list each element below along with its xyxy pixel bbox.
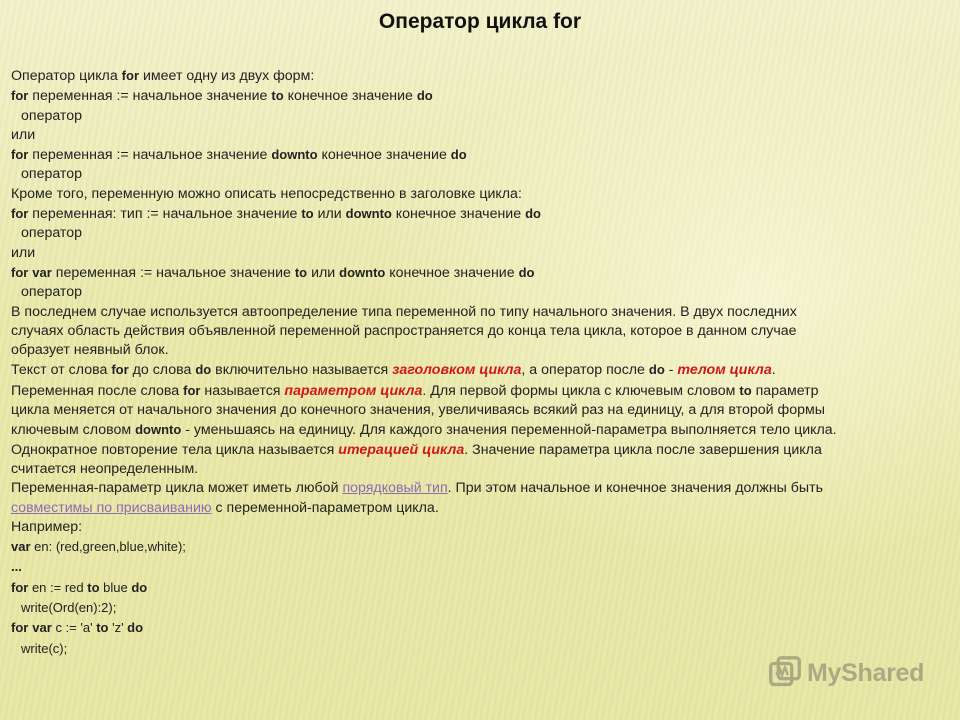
text-segment: или (11, 244, 36, 261)
text-segment: . (771, 362, 776, 379)
text-segment: образует неявный блок. (11, 342, 169, 359)
keyword: to (294, 264, 308, 280)
text-segment: en: (red,green,blue,white); (30, 539, 186, 555)
text-segment: оператор (21, 284, 83, 301)
keyword: for (11, 147, 29, 163)
keyword: for (11, 579, 29, 595)
text-segment: Текст от слова (11, 362, 112, 379)
keyword: for (11, 206, 29, 222)
link[interactable]: совместимы по присваиванию (11, 499, 212, 516)
keyword: do (450, 147, 467, 163)
text-segment: c := 'a' (51, 620, 97, 636)
text-line (11, 107, 946, 126)
slide-title: Оператор цикла for (378, 10, 582, 33)
text-line (11, 263, 946, 283)
text-line (11, 499, 946, 518)
text-line (11, 224, 946, 243)
keyword: do (127, 620, 144, 636)
keyword: to (739, 382, 752, 398)
keyword: to (87, 579, 100, 595)
term-highlight: заголовком цикла (392, 362, 522, 379)
text-segment: ключевым словом (11, 422, 136, 439)
keyword: to (301, 206, 314, 222)
text-line (11, 537, 946, 557)
text-line (11, 381, 946, 401)
term-highlight: параметром цикла (284, 382, 423, 399)
text-segment: - уменьшаясь на единицу. Для каждого значения переменной-параметра выполняется тело цикла. (181, 422, 837, 439)
text-segment: В последнем случае используется автоопределение типа переменной по типу начального значения. В двух последних (11, 303, 797, 320)
text-line (11, 557, 946, 577)
text-segment: write(Ord(en):2); (21, 600, 117, 616)
text-segment: переменная := начальное значение (28, 147, 272, 164)
myshared-logo-icon (766, 654, 804, 692)
text-line (11, 66, 946, 86)
slide-body (11, 66, 946, 659)
keyword: downto (271, 147, 318, 163)
keyword: for (11, 88, 29, 104)
text-segment: конечное значение (385, 264, 519, 281)
keyword: do (416, 88, 433, 104)
keyword: ... (11, 559, 22, 575)
text-segment: переменная := начальное значение (28, 88, 272, 105)
text-line (11, 578, 946, 598)
term-highlight: итерацией цикла (338, 441, 465, 458)
text-segment: Например: (11, 518, 83, 535)
text-line (11, 360, 946, 380)
keyword: do (518, 264, 535, 280)
myshared-watermark (766, 654, 924, 692)
text-segment: цикла меняется от начального значения до конечного значения, увеличиваясь всякий раз на единицу, а для второй формы (11, 402, 825, 419)
text-line (11, 460, 946, 479)
keyword: var (32, 264, 52, 280)
text-line (11, 479, 946, 498)
text-segment: write(c); (21, 640, 68, 656)
text-segment: или (11, 126, 36, 143)
text-segment: или (313, 206, 346, 223)
text-segment: Кроме того, переменную можно описать непосредственно в заголовке цикла: (11, 185, 522, 202)
keyword: var (32, 620, 52, 636)
text-segment: имеет одну из двух форм: (139, 68, 315, 84)
text-segment: называется (200, 382, 285, 399)
text-segment: blue (99, 579, 132, 595)
keyword: for (111, 362, 129, 378)
keyword: do (195, 362, 212, 378)
text-line (11, 185, 946, 204)
watermark-text: MyShared (807, 658, 925, 687)
keyword: do (525, 206, 541, 222)
text-line (11, 283, 946, 302)
text-line (11, 165, 946, 184)
text-segment: случаях область действия объявленной переменной распространяется до конца тела цикла, которое в данном случае (11, 322, 797, 339)
text-segment: . Для первой формы цикла с ключевым словом (422, 382, 740, 399)
keyword: downto (339, 264, 386, 280)
text-segment: Переменная-параметр цикла может иметь любой (11, 480, 343, 497)
text-line (11, 145, 946, 165)
text-segment: оператор (21, 107, 83, 124)
text-segment: параметр (751, 382, 819, 399)
keyword: for (121, 68, 140, 83)
keyword: downto (135, 422, 182, 438)
text-line (11, 126, 946, 145)
text-segment: конечное значение (283, 88, 417, 105)
term-highlight: телом цикла (677, 362, 772, 379)
link[interactable]: порядковый тип (342, 480, 448, 497)
text-line (11, 518, 946, 537)
text-line (11, 341, 946, 360)
text-segment: оператор (21, 225, 83, 242)
keyword: var (11, 539, 31, 555)
keyword: do (131, 579, 148, 595)
text-segment: или (307, 264, 340, 281)
text-segment: переменная := начальное значение (51, 264, 295, 281)
text-segment: считается неопределенным. (11, 460, 199, 477)
keyword: to (96, 620, 109, 636)
text-line (11, 322, 946, 341)
text-segment: en := red (28, 579, 88, 595)
keyword: for (183, 382, 201, 398)
text-line (11, 598, 946, 618)
keyword: to (271, 88, 284, 104)
text-line (11, 204, 946, 224)
text-segment: 'z' (108, 620, 128, 636)
text-segment: конечное значение (391, 206, 526, 223)
text-line (11, 303, 946, 322)
keyword: for (11, 620, 29, 636)
text-segment: с переменной-параметром цикла. (211, 499, 439, 516)
text-line (11, 618, 946, 638)
text-segment: оператор (21, 166, 83, 183)
keyword: for (11, 264, 29, 280)
keyword: do (648, 362, 665, 378)
text-line (11, 86, 946, 106)
text-segment: конечное значение (317, 147, 451, 164)
text-segment: . Значение параметра цикла после завершения цикла (464, 441, 822, 458)
text-line (11, 244, 946, 263)
keyword: downto (345, 206, 392, 222)
text-segment: Переменная после слова (11, 382, 184, 399)
text-line (11, 401, 946, 420)
text-segment: до слова (128, 362, 196, 379)
text-segment: переменная: тип := начальное значение (28, 206, 302, 223)
text-segment: , а оператор после (521, 362, 649, 379)
text-line (11, 420, 946, 440)
text-segment: Однократное повторение тела цикла называется (11, 441, 339, 458)
text-segment: включительно называется (211, 362, 393, 379)
text-segment: Оператор цикла (11, 68, 122, 84)
text-segment: . При этом начальное и конечное значения должны быть (447, 480, 824, 497)
text-segment: - (664, 362, 678, 379)
text-line (11, 441, 946, 460)
